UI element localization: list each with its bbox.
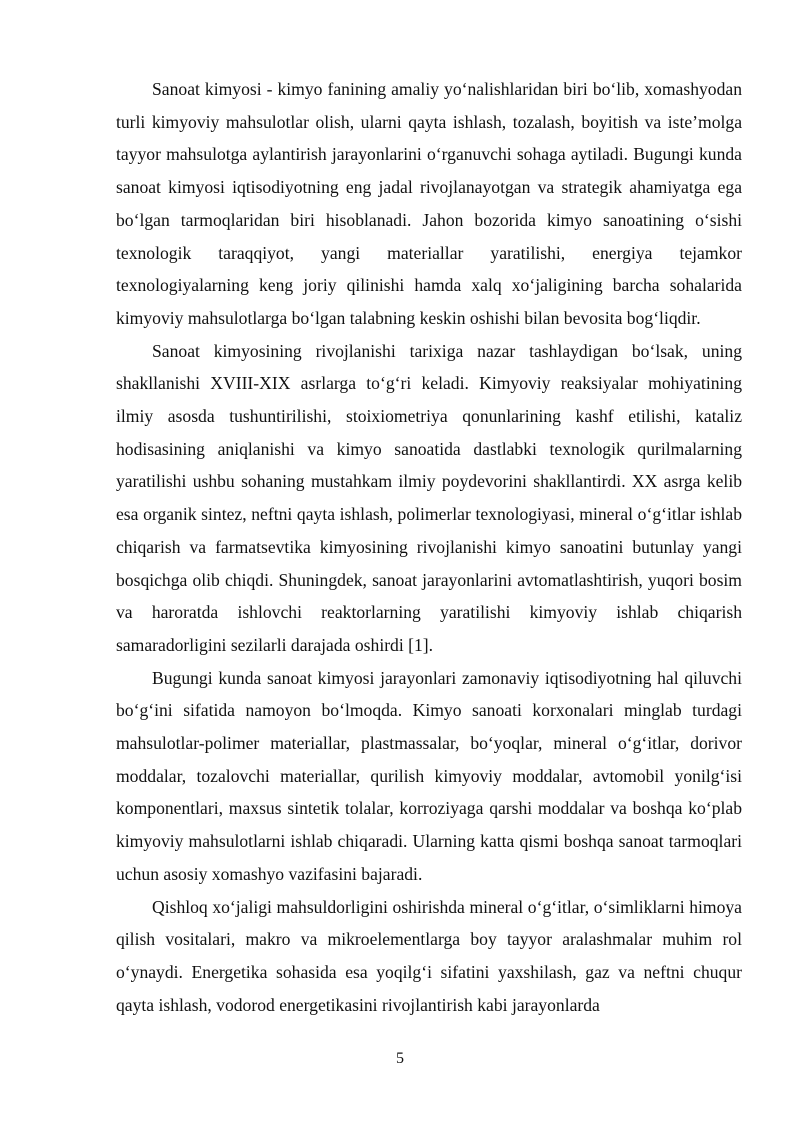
paragraph-agriculture-energy: Qishloq xo‘jaligi mahsuldorligini oshirishda mineral o‘g‘itlar, o‘simliklarni himoya qilish vositalari, makro va mikroelementlarga boy tayyor aralashmalar muhim rol o‘ynaydi. Energetika sohasida esa yoqilg‘i sifatini yaxshilash, gaz va neftni chuqur qayta ishlash, vodorod energetikasini rivojlantirish kabi jarayonlarda	[116, 896, 742, 1015]
paragraph-modern-industry: Bugungi kunda sanoat kimyosi jarayonlari zamonaviy iqtisodiyotning hal qiluvchi bo‘g‘ini sifatida namoyon bo‘lmoqda. Kimyo sanoati korxonalari minglab turdagi mahsulotlar-polimer materiallar, plastmassalar, bo‘yoqlar, mineral o‘g‘itlar, dorivor moddalar, tozalovchi materiallar, qurilish kimyoviy moddalar, avtomobil yonilg‘isi komponentlari, maxsus sintetik tolalar, korroziyaga qarshi moddalar va boshqa ko‘plab kimyoviy mahsulotlarni ishlab chiqaradi. Ularning katta qismi boshqa sanoat tarmoqlari uchun asosiy xomashyo vazifasini bajaradi.	[116, 667, 742, 884]
paragraph-intro: Sanoat kimyosi - kimyo fanining amaliy yo‘nalishlaridan biri bo‘lib, xomashyodan turli kimyoviy mahsulotlar olish, ularni qayta ishlash, tozalash, boyitish va iste’molga tayyor mahsulotga aylantirish jarayonlarini o‘rganuvchi sohaga aytiladi. Bugungi kunda sanoat kimyosi iqtisodiyotning eng jadal rivojlanayotgan va strategik ahamiyatga ega bo‘lgan tarmoqlaridan biri hisoblanadi. Jahon bozorida kimyo sanoatining o‘sishi texnologik taraqqiyot, yangi materiallar yaratilishi, energiya tejamkor texnologiyalarning keng joriy qilinishi hamda xalq xo‘jaligining barcha sohalarida kimyoviy mahsulotlarga bo‘lgan talabning keskin oshishi bilan bevosita bog‘liqdir.	[116, 79, 742, 328]
page-number: 5	[396, 1050, 404, 1067]
document-body	[116, 73, 742, 1021]
paragraph-history: Sanoat kimyosining rivojlanishi tarixiga nazar tashlaydigan bo‘lsak, uning shakllanishi XVIII-XIX asrlarga to‘g‘ri keladi. Kimyoviy reaksiyalar mohiyatining ilmiy asosda tushuntirilishi, stoixiometriya qonunlarining kashf etilishi, kataliz hodisasining aniqlanishi va kimyo sanoatida dastlabki texnologik qurilmalarning yaratilishi ushbu sohaning mustahkam ilmiy poydevorini shakllantirdi. XX asrga kelib esa organik sintez, neftni qayta ishlash, polimerlar texnologiyasi, mineral o‘g‘itlar ishlab chiqarish va farmatsevtika kimyosining rivojlanishi kimyo sanoatini butunlay yangi bosqichga olib chiqdi. Shuningdek, sanoat jarayonlarini avtomatlashtirish, yuqori bosim va haroratda ishlovchi reaktorlarning yaratilishi kimyoviy ishlab chiqarish samaradorligini sezilarli darajada oshirdi [1].	[116, 340, 742, 655]
